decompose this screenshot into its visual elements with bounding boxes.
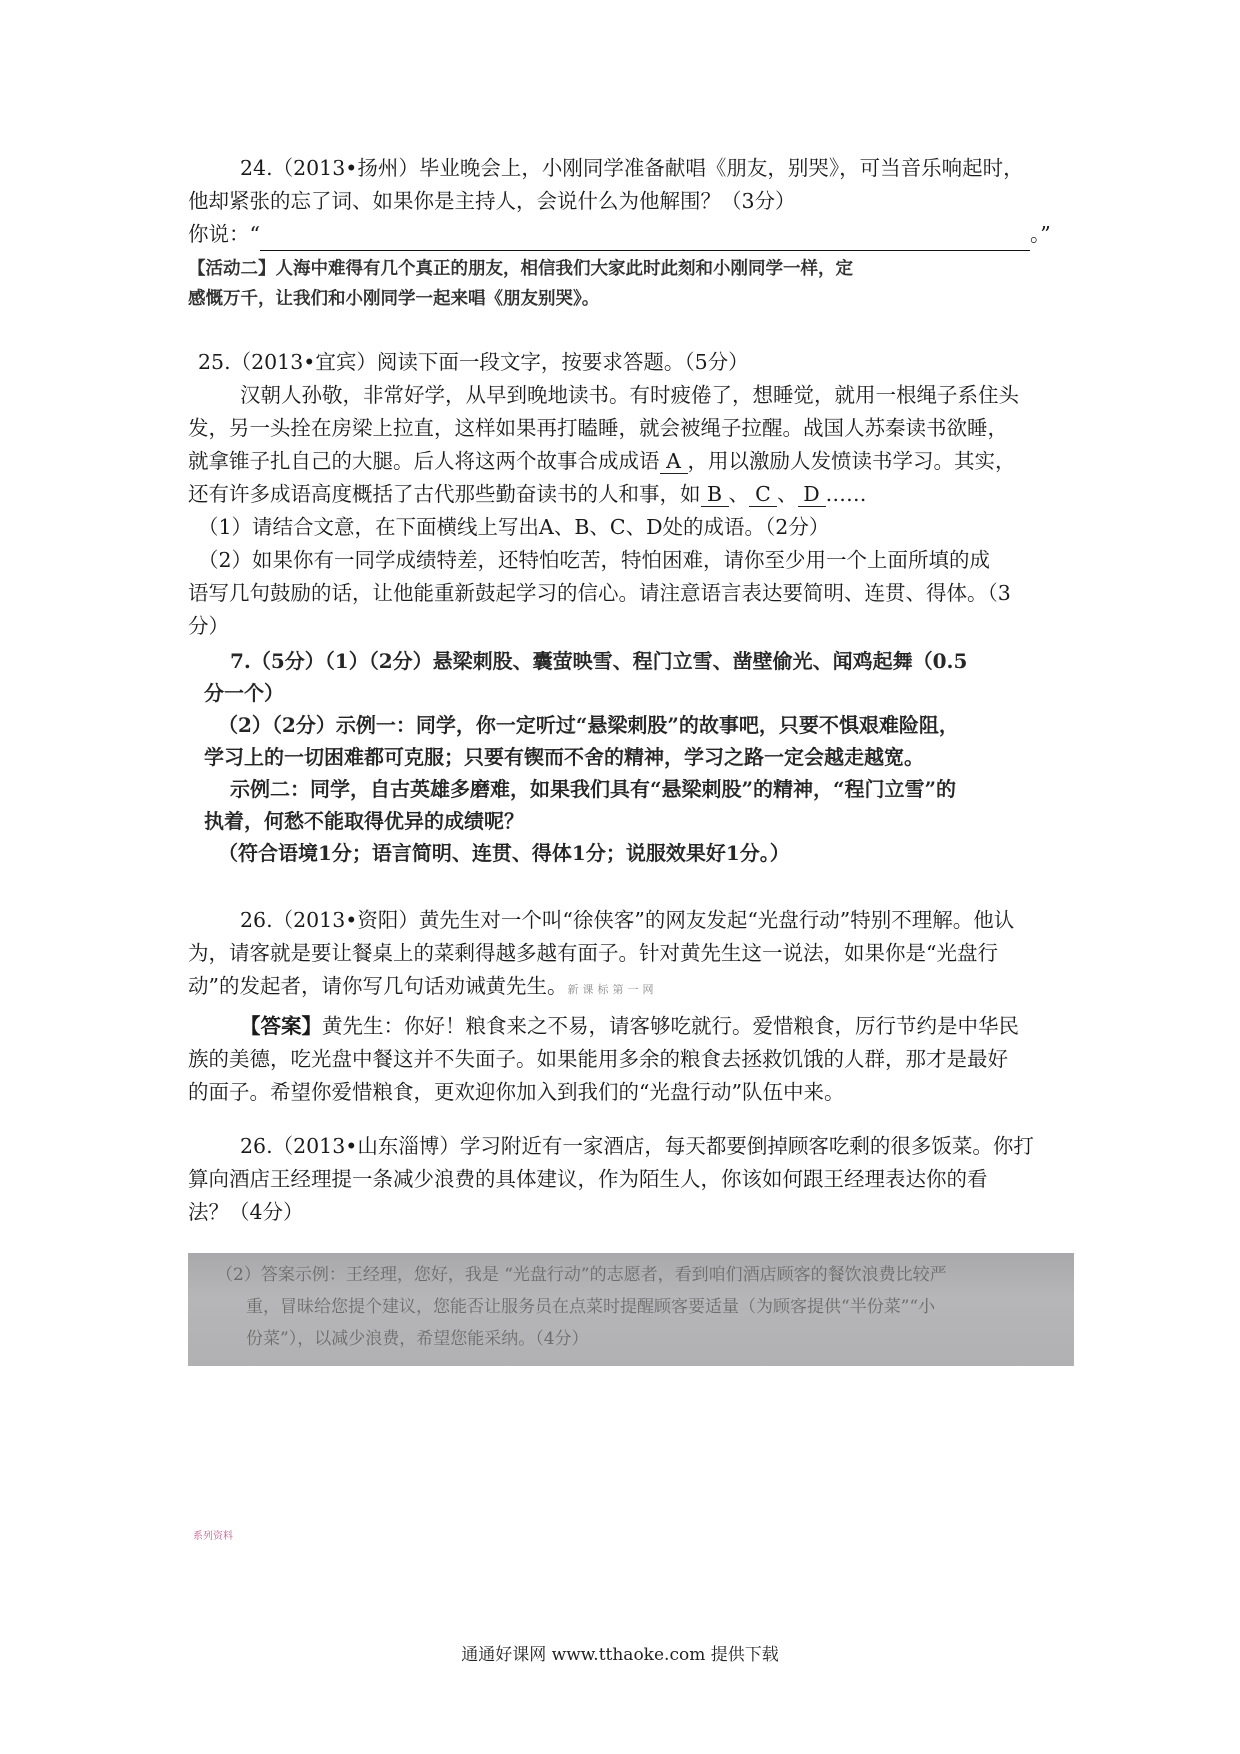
q26a-l3 bbox=[188, 970, 1068, 1006]
q25-sep2: 、 bbox=[777, 482, 798, 506]
q24-scan-line2: 感慨万千，让我们和小刚同学一起来唱《朋友别哭》。 bbox=[188, 289, 600, 309]
q25-ans-l1: 7.（5分）（1）（2分）悬梁刺股、囊萤映雪、程门立雪、凿壁偷光、闻鸡起舞（0.5 bbox=[230, 649, 968, 673]
q25-title: 25.（2013•宜宾）阅读下面一段文字，按要求答题。（5分） bbox=[198, 350, 749, 374]
q26b-l1: 26.（2013•山东淄博）学习附近有一家酒店，每天都要倒掉顾客吃剩的很多饭菜。你打 bbox=[240, 1134, 1034, 1158]
question-26-zibo bbox=[188, 1130, 1068, 1229]
q26a-l3-text: 动”的发起者，请你写几句话劝诫黄先生。 bbox=[188, 974, 568, 998]
question-25 bbox=[188, 346, 1068, 643]
q25-blank-c[interactable]: C bbox=[749, 482, 777, 507]
q26b-l2: 算向酒店王经理提一条减少浪费的具体建议，作为陌生人，你该如何跟王经理表达你的看 bbox=[188, 1167, 988, 1191]
q25-ans-l5: 示例二：同学，自古英雄多磨难，如果我们具有“悬梁刺股”的精神，“程门立雪”的 bbox=[230, 777, 957, 801]
q24-answer-prefix: 你说：“ bbox=[188, 222, 260, 246]
q24-answer-suffix: 。” bbox=[1029, 222, 1051, 246]
series-label: 系列资料 bbox=[193, 1531, 233, 1542]
q24-scan-line1: 【活动二】人海中难得有几个真正的朋友，相信我们大家此时此刻和小刚同学一样，定 bbox=[188, 259, 853, 279]
q25-p2: 发，另一头拴在房梁上拉直，这样如果再打瞌睡，就会被绳子拉醒。战国人苏秦读书欲睡， bbox=[188, 416, 1008, 440]
q24-line1: 24.（2013•扬州）毕业晚会上，小刚同学准备献唱《朋友，别哭》，可当音乐响起时， bbox=[240, 156, 1024, 180]
q26b-scan-l1: （2）答案示例：王经理，您好，我是 “光盘行动”的志愿者，看到咱们酒店顾客的餐饮浪费比较严 bbox=[216, 1265, 947, 1285]
q25-sub2-l3: 分） bbox=[188, 614, 229, 638]
q25-ans-l3: （2）（2分）示例一：同学，你一定听过“悬梁刺股”的故事吧，只要不惧艰难险阻， bbox=[218, 713, 959, 737]
q25-blank-a[interactable]: A bbox=[660, 449, 688, 474]
q26a-ans-l3: 的面子。希望你爱惜粮食，更欢迎你加入到我们的“光盘行动”队伍中来。 bbox=[188, 1080, 845, 1104]
q26b-scan-l3: 份菜”），以减少浪费，希望您能采纳。（4分） bbox=[246, 1329, 589, 1349]
q24-answer-line bbox=[188, 218, 1068, 251]
watermark-text: 新课标第一网 bbox=[567, 983, 658, 996]
q25-sub2-l2: 语写几句鼓励的话，让他能重新鼓起学习的信心。请注意语言表达要简明、连贯、得体。（3 bbox=[188, 581, 1011, 605]
q25-blank-d[interactable]: D bbox=[798, 482, 826, 507]
q25-sep1: 、 bbox=[728, 482, 749, 506]
q25-sub1: （1）请结合文意，在下面横线上写出A、B、C、D处的成语。（2分） bbox=[198, 515, 830, 539]
q26a-l1: 26.（2013•资阳）黄先生对一个叫“徐侠客”的网友发起“光盘行动”特别不理解。他认 bbox=[240, 908, 1015, 932]
q25-ans-l7: （符合语境1分；语言简明、连贯、得体1分；说服效果好1分。） bbox=[218, 841, 790, 865]
q25-ellipsis: …… bbox=[825, 482, 867, 506]
q25-sub2-l1: （2）如果你有一同学成绩特差，还特怕吃苦，特怕困难，请你至少用一个上面所填的成 bbox=[198, 548, 991, 572]
q25-scanned-answer bbox=[188, 645, 1088, 869]
q25-p3-pre: 就拿锥子扎自己的大腿。后人将这两个故事合成成语 bbox=[188, 449, 660, 473]
q25-blank-b[interactable]: B bbox=[701, 482, 729, 507]
q26b-l3: 法？（4分） bbox=[188, 1200, 304, 1224]
q25-p3-post: ，用以激励人发愤读书学习。其实， bbox=[687, 449, 1016, 473]
q26a-ans-l2: 族的美德，吃光盘中餐这并不失面子。如果能用多余的粮食去拯救饥饿的人群，那才是最好 bbox=[188, 1047, 1008, 1071]
q26a-l2: 为，请客就是要让餐桌上的菜剩得越多越有面子。针对黄先生这一说法，如果你是“光盘行 bbox=[188, 941, 998, 965]
q26a-ans-l1-text: 黄先生：你好！粮食来之不易，请客够吃就行。爱惜粮食，厉行节约是中华民 bbox=[322, 1014, 1019, 1038]
q25-p4-pre: 还有许多成语高度概括了古代那些勤奋读书的人和事，如 bbox=[188, 482, 701, 506]
q25-p4 bbox=[188, 478, 1068, 511]
q26a-answer bbox=[188, 1010, 1068, 1109]
q25-ans-l6: 执着，何愁不能取得优异的成绩呢？ bbox=[204, 809, 524, 833]
page-footer: 通通好课网 www.tthaoke.com 提供下载 bbox=[461, 1645, 779, 1665]
q24-scanned-excerpt bbox=[188, 254, 853, 314]
answer-label: 【答案】 bbox=[240, 1014, 322, 1038]
q24-line2: 他却紧张的忘了词、如果你是主持人，会说什么为他解围？（3分） bbox=[188, 189, 796, 213]
q24-answer-blank[interactable] bbox=[260, 228, 1030, 251]
q26b-scanned-answer bbox=[188, 1253, 1074, 1366]
q25-p3 bbox=[188, 445, 1068, 478]
q25-ans-l2: 分一个） bbox=[204, 681, 284, 705]
q25-ans-l4: 学习上的一切困难都可克服；只要有锲而不舍的精神，学习之路一定会越走越宽。 bbox=[204, 745, 924, 769]
q26a-ans-l1 bbox=[188, 1010, 1068, 1043]
q25-p1: 汉朝人孙敬，非常好学，从早到晚地读书。有时疲倦了，想睡觉，就用一根绳子系住头 bbox=[240, 383, 1019, 407]
question-26-ziyang bbox=[188, 904, 1068, 1006]
q26b-scan-l2: 重，冒昧给您提个建议，您能否让服务员在点菜时提醒顾客要适量（为顾客提供“半份菜”“小 bbox=[246, 1297, 936, 1317]
question-24 bbox=[188, 152, 1068, 251]
